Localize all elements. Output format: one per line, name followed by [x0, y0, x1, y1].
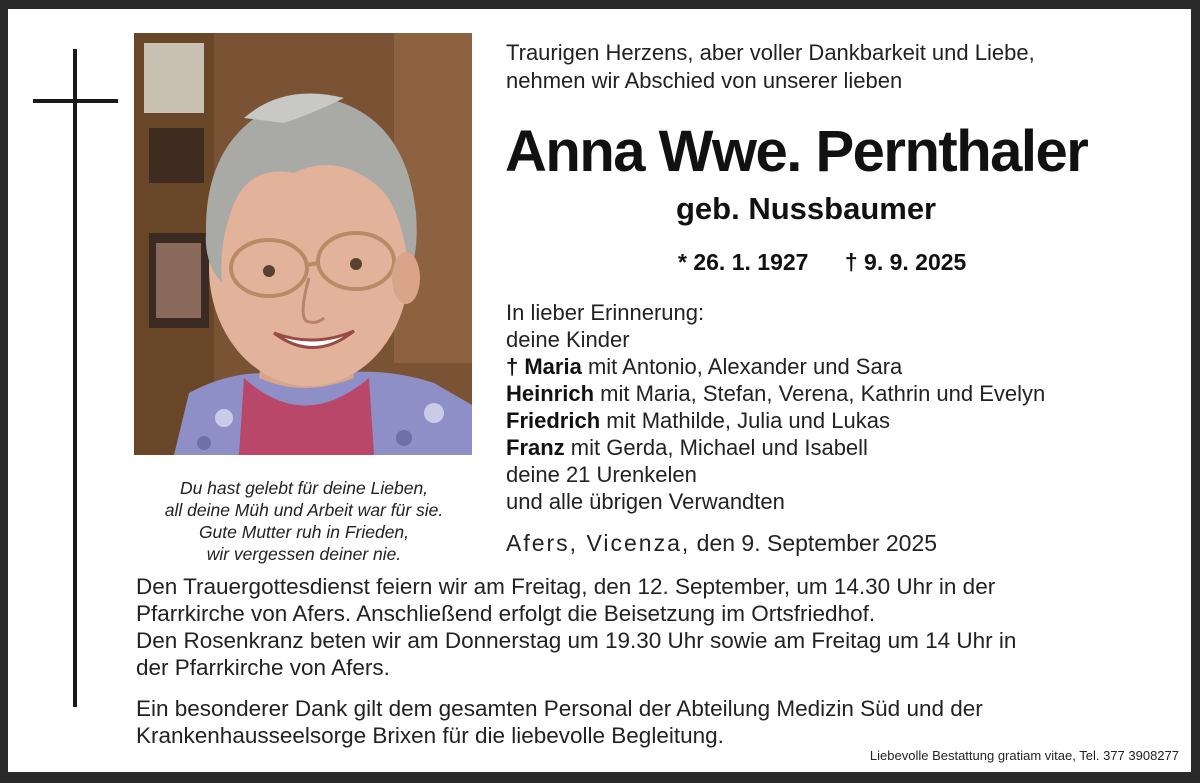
service-info: [136, 573, 1186, 681]
obituary-notice: [8, 9, 1191, 772]
intro-line: nehmen wir Abschied von unserer lieben: [506, 68, 903, 93]
verse-line: wir vergessen deiner nie.: [206, 544, 402, 564]
portrait-photo: [134, 33, 472, 455]
child-family: mit Mathilde, Julia und Lukas: [600, 408, 890, 433]
service-line: Den Trauergottesdienst feiern wir am Freitag, den 12. September, um 14.30 Uhr in der: [136, 574, 996, 599]
birth-date: * 26. 1. 1927: [678, 249, 809, 275]
mourners-list: [506, 299, 1186, 515]
intro-text: [506, 39, 1176, 95]
undertaker-contact: Liebevolle Bestattung gratiam vitae, Tel. 377 3908277: [869, 748, 1179, 763]
intro-line: Traurigen Herzens, aber voller Dankbarkeit und Liebe,: [506, 40, 1035, 65]
child-name: Franz: [506, 435, 565, 460]
place: Afers, Vicenza,: [506, 530, 691, 556]
verse-line: Gute Mutter ruh in Frieden,: [198, 522, 410, 542]
verse-line: Du hast gelebt für deine Lieben,: [179, 478, 429, 498]
child-name: † Maria: [506, 354, 582, 379]
service-line: der Pfarrkirche von Afers.: [136, 655, 390, 680]
children-label: deine Kinder: [506, 327, 630, 352]
thanks-line: Ein besonderer Dank gilt dem gesamten Personal der Abteilung Medizin Süd und der: [136, 696, 983, 721]
service-line: Pfarrkirche von Afers. Anschließend erfolgt die Beisetzung im Ortsfriedhof.: [136, 601, 876, 626]
child-entry: [506, 434, 1186, 461]
place-date: [506, 530, 937, 557]
great-grandchildren: deine 21 Urenkelen: [506, 462, 697, 487]
notice-date: den 9. September 2025: [690, 530, 938, 556]
mourners-heading: In lieber Erinnerung:: [506, 300, 705, 325]
service-line: Den Rosenkranz beten wir am Donnerstag um 19.30 Uhr sowie am Freitag um 14 Uhr in: [136, 628, 1017, 653]
deceased-name: Anna Wwe. Pernthaler: [505, 119, 1088, 184]
child-family: mit Antonio, Alexander und Sara: [581, 354, 903, 379]
memorial-verse: [126, 477, 482, 565]
cross-icon-bar: [33, 99, 118, 103]
death-date: † 9. 9. 2025: [844, 249, 967, 275]
thanks-text: [136, 695, 1186, 749]
maiden-name: geb. Nussbaumer: [676, 191, 937, 226]
verse-line: all deine Müh und Arbeit war für sie.: [164, 500, 444, 520]
child-name: Friedrich: [506, 408, 601, 433]
life-dates: [678, 249, 966, 276]
child-family: mit Maria, Stefan, Verena, Kathrin und Evelyn: [594, 381, 1046, 406]
relatives: und alle übrigen Verwandten: [506, 489, 785, 514]
child-entry: [506, 407, 1186, 434]
child-entry: [506, 353, 1186, 380]
thanks-line: Krankenhausseelsorge Brixen für die liebevolle Begleitung.: [136, 723, 724, 748]
child-entry: [506, 380, 1186, 407]
cross-icon: [73, 49, 77, 707]
child-family: mit Gerda, Michael und Isabell: [564, 435, 868, 460]
child-name: Heinrich: [506, 381, 595, 406]
